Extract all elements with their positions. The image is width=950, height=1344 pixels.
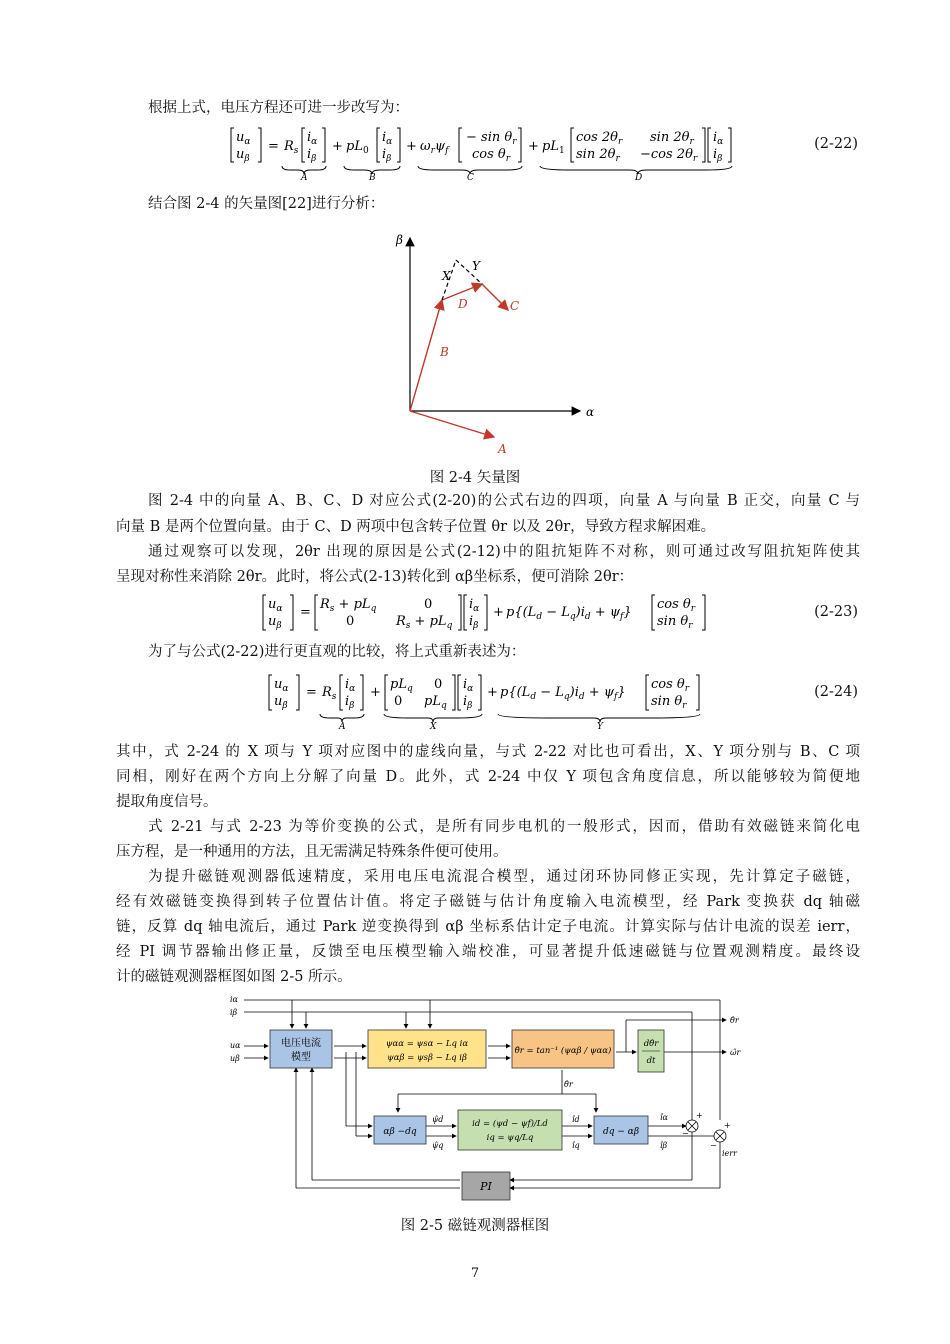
para1-line2: 向量 B 是两个位置向量。由于 C、D 两项中包含转子位置 θr 以及 2θr，导致方程求解困难。	[116, 519, 716, 535]
eq24-label-a: A	[339, 722, 346, 730]
svg-text:uβ: $u_\beta$	[268, 614, 282, 631]
svg-text:sin 2θr: $\sin 2\theta_r$	[576, 147, 620, 164]
para4-line2: 同相，刚好在两个方向上分解了向量 D。此外，式 2-24 中仅 Y 项包含角度信息，所以能够较为简便地	[116, 769, 860, 785]
svg-text:+: +	[487, 685, 498, 700]
svg-text:+: +	[724, 1121, 731, 1130]
fig24-caption: 图 2-4 矢量图	[429, 470, 521, 486]
current-model-block	[458, 1110, 562, 1150]
dashed-x-label: X	[442, 269, 451, 283]
para6-line4: 经 PI 调节器输出修正量，反馈至电压模型输入端校准，可显著提升低速磁链与位置观测精度。最终设	[116, 944, 860, 960]
svg-text:0: 0	[394, 694, 403, 709]
svg-text:pLq: $pL_q$	[390, 677, 413, 694]
svg-text:iβ: $i_\beta$	[345, 694, 355, 711]
signal-psi-q: ψ̂q	[432, 1141, 444, 1150]
eq22-label-d: D	[635, 173, 643, 180]
vector-b-label: B	[440, 345, 449, 359]
svg-text:−: −	[710, 1141, 717, 1150]
svg-text:uα: $u_\alpha$	[236, 130, 251, 147]
deriv-num: dθ̂r	[643, 1039, 659, 1049]
signal-i-alpha-hat: îα	[660, 1113, 668, 1122]
para4-line1: 其中，式 2-24 的 X 项与 Y 项对应图中的虚线向量，与式 2-22 对比也可看出，X、Y 项分别与 B、C 项	[116, 744, 860, 760]
svg-text:ωrψf: $\omega_r\psi_f$	[420, 139, 449, 156]
svg-text:0: 0	[424, 597, 433, 612]
svg-text:+: +	[493, 605, 504, 620]
vi-model-label-2: 模型	[291, 1052, 311, 1063]
flux-label-2: ψαβ = ψsβ − Lq iβ	[387, 1053, 467, 1063]
eq22-label-c: C	[467, 173, 474, 180]
svg-text:+: +	[406, 139, 417, 154]
para2-line1: 通过观察可以发现，2θr 出现的原因是公式(2-12)中的阻抗矩阵不对称，则可通过改写阻抗矩阵使其	[148, 544, 860, 560]
svg-text:=: =	[306, 685, 317, 700]
eq24-label-y: Y	[597, 722, 603, 730]
svg-text:−: −	[682, 1129, 689, 1138]
input-i-alpha: iα	[230, 995, 238, 1004]
current-label-2: iq = ψq/Lq	[486, 1133, 534, 1143]
svg-text:pLq: $pL_q$	[424, 694, 447, 711]
svg-text:Rs: $R_s$	[284, 139, 299, 156]
para6-line5: 计的磁链观测器框图如图 2-5 所示。	[116, 969, 352, 985]
input-i-beta: iβ	[230, 1008, 238, 1017]
svg-text:iβ: $i_\beta$	[713, 147, 723, 164]
svg-text:Rs + pLq: $R_s + pL_q$	[396, 614, 453, 631]
para6-line1: 为提升磁链观测器低速精度，采用电压电流混合模型，通过闭环协同修正实现，先计算定子磁链，	[148, 869, 860, 885]
beta-label: β	[396, 233, 403, 247]
signal-i-beta-hat: îβ	[660, 1141, 668, 1150]
svg-text:uβ: $u_\beta$	[274, 694, 288, 711]
svg-text:0: 0	[434, 677, 443, 692]
figure-2-5	[226, 990, 746, 1208]
svg-text:uβ: $u_\beta$	[236, 147, 250, 164]
flux-label-1: ψαα = ψsα − Lq iα	[385, 1039, 469, 1049]
svg-text:=: =	[268, 139, 279, 154]
svg-text:=: =	[300, 605, 311, 620]
svg-text:+: +	[370, 685, 381, 700]
signal-psi-d: ψ̂d	[432, 1115, 444, 1124]
output-omega: ω̂r	[730, 1048, 741, 1057]
vi-model-label-1: 电压电流	[281, 1038, 321, 1049]
equation-2-24	[268, 672, 728, 730]
svg-text:sin 2θr: $\sin 2\theta_r$	[650, 130, 694, 147]
svg-text:pL1: $pL_1$	[542, 139, 565, 156]
input-u-alpha: uα	[230, 1041, 241, 1050]
current-label-1: id = (ψd − ψf)/Ld	[472, 1119, 548, 1129]
pi-label: PI	[480, 1180, 492, 1193]
svg-text:iα: $i_\alpha$	[345, 677, 356, 694]
para5-line2: 压方程，是一种通用的方法，且无需满足特殊条件便可使用。	[116, 844, 508, 860]
equation-2-23	[262, 592, 722, 634]
signal-theta: θ̂r	[564, 1080, 573, 1089]
svg-text:sin θr: $\sin \theta_r$	[657, 614, 693, 631]
eq24-label-x: X	[430, 722, 437, 730]
input-u-beta: uβ	[230, 1054, 240, 1063]
eq22-number: (2-22)	[814, 136, 858, 152]
vector-diagram-svg	[390, 228, 610, 460]
eq22-label-b: B	[369, 173, 376, 180]
signal-i-d: îd	[572, 1115, 580, 1124]
output-theta: θ̂r	[730, 1016, 739, 1025]
figure-2-4	[390, 228, 610, 460]
equation-2-23-svg	[262, 592, 722, 634]
svg-text:iβ: $i_\beta$	[307, 147, 317, 164]
dashed-y-label: Y	[472, 259, 480, 273]
svg-text:iβ: $i_\beta$	[463, 694, 473, 711]
svg-text:p{(Ld − Lq)id + ψf}: $p\{(L_d - L_q)i_d + \psi_f\}$	[506, 605, 632, 622]
svg-text:cos 2θr: $\cos 2\theta_r$	[576, 130, 623, 147]
para1-line1: 图 2-4 中的向量 A、B、C、D 对应公式(2-20)的公式右边的四项，向量 A 与向量 B 正交，向量 C 与	[148, 493, 860, 509]
eq24-number: (2-24)	[814, 684, 858, 700]
svg-text:+: +	[528, 139, 539, 154]
vector-a	[410, 411, 494, 437]
svg-text:cos θr: $\cos \theta_r$	[651, 677, 690, 694]
para5-line1: 式 2-21 与式 2-23 为等价变换的公式，是所有同步电机的一般形式，因而，借助有效磁链来简化电	[148, 819, 860, 835]
svg-text:iα: $i_\alpha$	[469, 597, 480, 614]
park-label: αβ −dq	[383, 1127, 417, 1137]
ipark-label: dq − αβ	[602, 1127, 640, 1137]
svg-text:−cos 2θr: −cos $2\theta_r$	[640, 147, 698, 164]
svg-text:uα: $u_\alpha$	[274, 677, 289, 694]
para3: 为了与公式(2-22)进行更直观的比较，将上式重新表述为：	[148, 644, 526, 660]
svg-text:cos θr: $\cos \theta_r$	[657, 597, 696, 614]
deriv-den: dt	[646, 1056, 656, 1066]
vector-d-label: D	[458, 297, 468, 311]
page-number: 7	[470, 1266, 480, 1281]
svg-text:+: +	[332, 139, 343, 154]
eq22-label-a: A	[301, 173, 308, 180]
para-after-eq22: 结合图 2-4 的矢量图[22]进行分析：	[148, 196, 385, 212]
eq23-number: (2-23)	[814, 604, 858, 620]
svg-text:iβ: $i_\beta$	[382, 147, 392, 164]
svg-text:sin θr: $\sin \theta_r$	[651, 694, 687, 711]
svg-text:iα: $i_\alpha$	[382, 130, 393, 147]
para4-line3: 提取角度信号。	[116, 794, 218, 810]
para6-line2: 经有效磁链变换得到转子位置估计值。将定子磁链与估计角度输入电流模型，经 Park 变换获 dq 轴磁	[116, 894, 860, 910]
svg-text:iα: $i_\alpha$	[463, 677, 474, 694]
para6-line3: 链，反算 dq 轴电流后，通过 Park 逆变换得到 αβ 坐标系估计定子电流。计算实际与估计电流的误差 ierr，	[116, 919, 860, 935]
vector-b	[410, 300, 442, 411]
block-diagram-svg	[226, 990, 746, 1208]
signal-i-q: îq	[572, 1141, 580, 1150]
svg-text:iβ: $i_\beta$	[469, 614, 479, 631]
svg-text:Rs + pLq: $R_s + pL_q$	[320, 597, 377, 614]
svg-text:cos θr: $\cos \theta_r$	[472, 147, 511, 164]
svg-text:uα: $u_\alpha$	[268, 597, 283, 614]
para2-line2: 呈现对称性来消除 2θr。此时，将公式(2-13)转化到 αβ坐标系，便可消除 2θr：	[116, 569, 634, 585]
equation-2-22	[230, 124, 810, 180]
atan-label: θ̂r = tan⁻¹ (ψαβ / ψαα)	[514, 1046, 612, 1056]
svg-text:pL0: $pL_0$	[346, 139, 369, 156]
equation-2-22-svg	[230, 124, 810, 180]
vector-c-label: C	[510, 299, 520, 313]
svg-text:p{(Ld − Lq)id + ψf}: $p\{(L_d - L_q)i_d + \psi_f\}$	[500, 685, 626, 702]
intro-line: 根据上式，电压方程还可进一步改写为：	[148, 100, 409, 116]
svg-text:+: +	[696, 1111, 703, 1120]
vector-c	[482, 284, 508, 310]
svg-text:− sin θr: − $\sin \theta_r$	[466, 130, 517, 147]
signal-i-err: ierr	[722, 1149, 737, 1158]
svg-text:Rs: $R_s$	[322, 685, 337, 702]
alpha-label: α	[586, 405, 595, 419]
fig25-caption: 图 2-5 磁链观测器框图	[400, 1218, 550, 1234]
svg-text:0: 0	[346, 614, 355, 629]
svg-text:iα: $i_\alpha$	[307, 130, 318, 147]
vector-a-label: A	[498, 442, 507, 456]
svg-text:iα: $i_\alpha$	[713, 130, 724, 147]
equation-2-24-svg	[268, 672, 728, 730]
